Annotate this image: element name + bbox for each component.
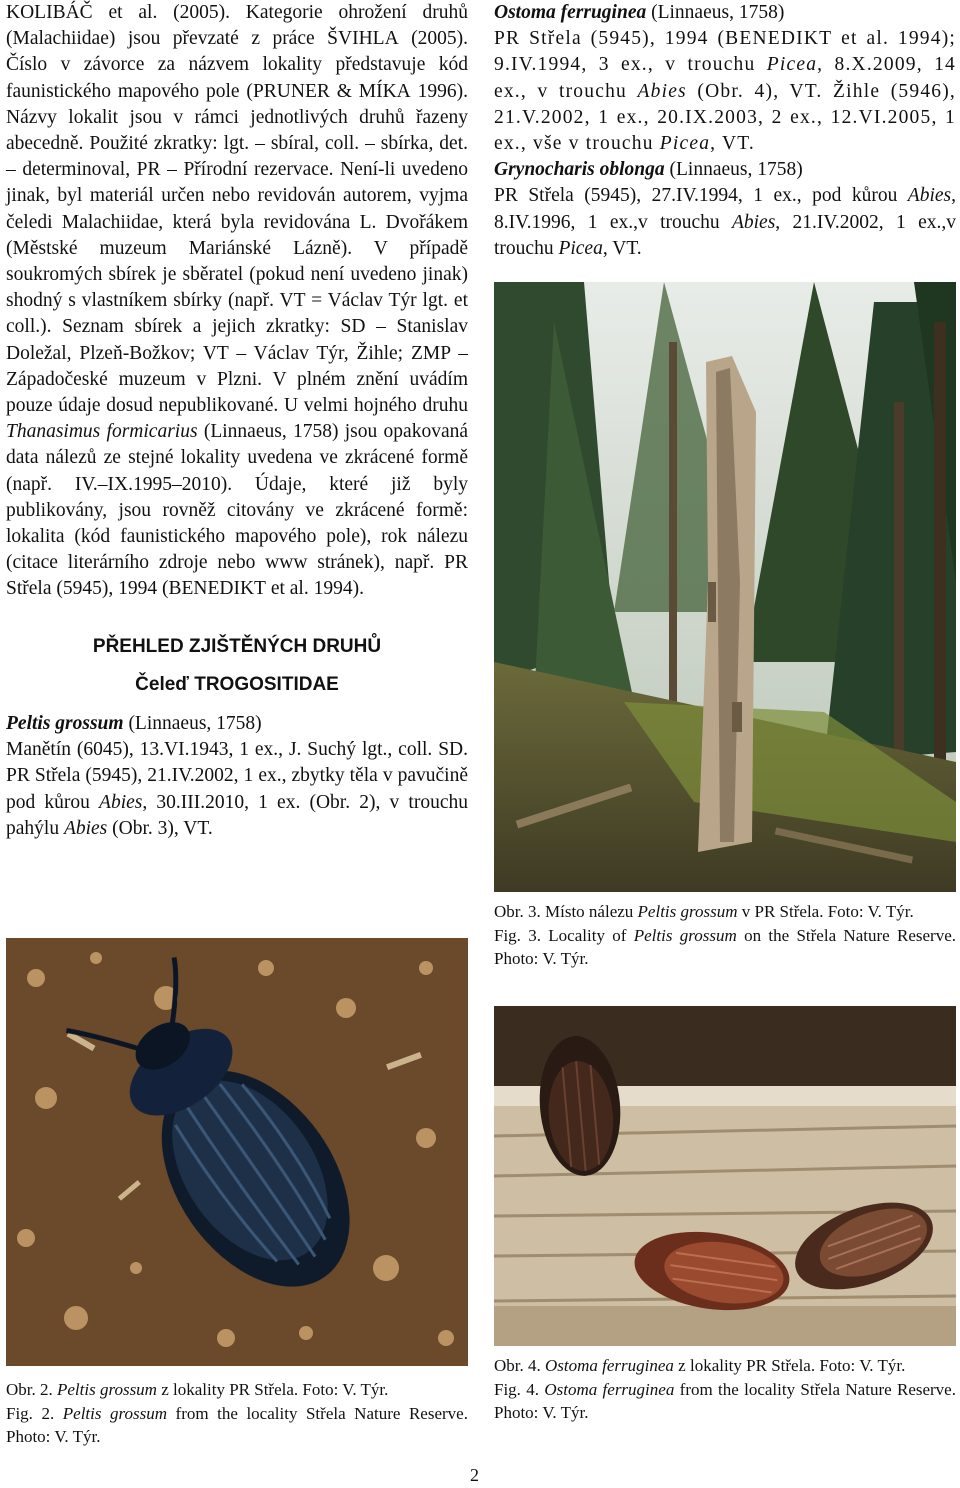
fig4-caption-cz: Obr. 4. Ostoma ferruginea z lokality PR Střela. Foto: V. Týr.: [494, 1356, 906, 1375]
page-number: 2: [470, 1465, 479, 1485]
fig4-beetles-photo: [494, 1006, 956, 1346]
species-peltis-header: Peltis grossum (Linnaeus, 1758): [6, 713, 262, 735]
fig3-forest-photo: [494, 282, 956, 892]
fig4-caption: [494, 1354, 956, 1425]
family-heading: Čeleď TROGOSITIDAE: [135, 673, 339, 695]
species-ostoma-header: Ostoma ferruginea (Linnaeus, 1758): [494, 2, 785, 23]
fig3-caption-cz: Obr. 3. Místo nálezu Peltis grossum v PR Střela. Foto: V. Týr.: [494, 902, 914, 921]
intro-paragraph: KOLIBÁČ et al. (2005). Kategorie ohrožení druhů (Malachiidae) jsou převzaté z práce ŠVIHLA (2005). Číslo v závorce za názvem lokality představuje kód faunistického mapového pole (PRUNER & MÍKA 1996). Názvy lokalit jsou v rámci jednotlivých druhů řazeny abecedně. Použité zkratky: lgt. – sbíral, coll. – sbírka, det. – determinoval, PR – Přírodní rezervace. Není-li uvedeno jinak, byl materiál určen nebo revidován autorem, vyjma čeledi Malachiidae, která byla revidována L. Dvořákem (Městské muzeum Mariánské Lázně). V případě soukromých sbírek je sběratel (pokud není uvedeno jinak) shodný s vlastníkem sbírky (např. VT = Václav Týr lgt. et coll.). Seznam sbírek a jejich zkratky: SD – Stanislav Doležal, Plzeň-Božkov; VT – Václav Týr, Žihle; ZMP – Západočeské muzeum v Plzni. V plném znění uvádím pouze údaje dosud nepublikované. U velmi hojného druhu Thanasimus formicarius (Linnaeus, 1758) jsou opakovaná data nálezů ze stejné lokality uvedena ve zkrácené formě (např. IV.–IX.1995–2010). Údaje, které již byly publikovány, jsou rovněž citovány ve zkrácené formě: lokalita (kód faunistického mapového pole), rok nálezu (citace literárního zdroje nebo www stránek), např. PR Střela (5945), 1994 (BENEDIKT et al. 1994).: [6, 2, 468, 600]
species-grynocharis-text: PR Střela (5945), 27.IV.1994, 1 ex., pod kůrou Abies, 8.IV.1996, 1 ex.,v trouchu Abies, 21.IV.2002, 1 ex.,v trouchu Picea, VT.: [494, 185, 956, 259]
species-peltis-text: Manětín (6045), 13.VI.1943, 1 ex., J. Suchý lgt., coll. SD. PR Střela (5945), 21.IV.2002, 1 ex., zbytky těla v pavučině pod kůrou Abies, 30.III.2010, 1 ex. (Obr. 2), v trouchu pahýlu Abies (Obr. 3), VT.: [6, 739, 468, 839]
left-column: [6, 0, 468, 842]
fig4-caption-en: Fig. 4. Ostoma ferruginea from the locality Střela Nature Reserve. Photo: V. Týr.: [494, 1379, 956, 1422]
fig3-caption-en: Fig. 3. Locality of Peltis grossum on the Střela Nature Reserve. Photo: V. Týr.: [494, 925, 956, 968]
species-grynocharis-header: Grynocharis oblonga (Linnaeus, 1758): [494, 159, 803, 181]
fig2-caption-cz: Obr. 2. Peltis grossum z lokality PR Střela. Foto: V. Týr.: [6, 1380, 389, 1399]
fig2-caption: [6, 1378, 468, 1449]
fig3-caption: [494, 900, 956, 971]
fig2-beetle-photo: [6, 938, 468, 1366]
fig2-caption-en: Fig. 2. Peltis grossum from the locality Střela Nature Reserve. Photo: V. Týr.: [6, 1403, 468, 1446]
species-ostoma-text: PR Střela (5945), 1994 (BENEDIKT et al. 1994); 9.IV.1994, 3 ex., v trouchu Picea, 8.X.2009, 14 ex., v trouchu Abies (Obr. 4), VT. Žihle (5946), 21.V.2002, 1 ex., 20.IX.2003, 2 ex., 12.VI.2005, 1 ex., vše v trouchu Picea, VT.: [494, 28, 956, 155]
right-column: [494, 0, 956, 262]
section-heading: PŘEHLED ZJIŠTĚNÝCH DRUHŮ: [92, 635, 382, 657]
